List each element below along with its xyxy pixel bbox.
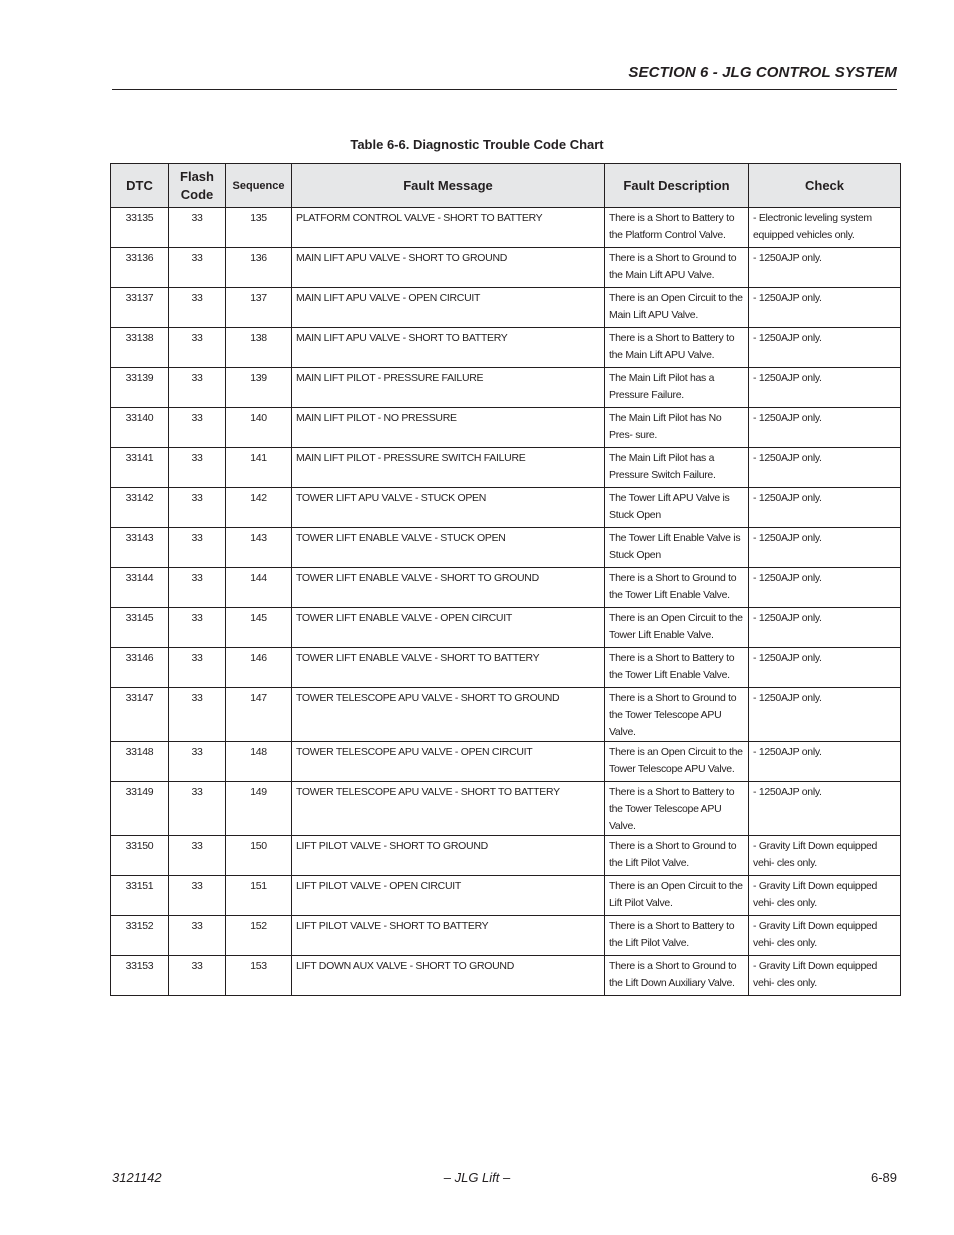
col-header-sequence: Sequence [226, 164, 292, 208]
table-row [111, 782, 901, 836]
cell-check: - 1250AJP only. [749, 648, 901, 688]
section-header: SECTION 6 - JLG CONTROL SYSTEM [628, 64, 897, 81]
table-row [111, 742, 901, 782]
cell-sequence: 149 [226, 782, 292, 836]
cell-fault-message: TOWER LIFT ENABLE VALVE - SHORT TO BATTERY [292, 648, 605, 688]
cell-flash-code: 33 [169, 782, 226, 836]
cell-dtc: 33141 [111, 448, 169, 488]
cell-dtc: 33144 [111, 568, 169, 608]
cell-fault-description: There is an Open Circuit to the Tower Telescope APU Valve. [605, 742, 749, 782]
flash-label-line1: Flash [180, 168, 214, 184]
cell-fault-description: There is a Short to Battery to the Lift Pilot Valve. [605, 916, 749, 956]
footer-doc-number: 3121142 [112, 1170, 162, 1185]
cell-check: - 1250AJP only. [749, 288, 901, 328]
cell-check: - 1250AJP only. [749, 488, 901, 528]
cell-fault-message: LIFT PILOT VALVE - OPEN CIRCUIT [292, 876, 605, 916]
table-row [111, 488, 901, 528]
cell-fault-description: There is a Short to Ground to the Lift Down Auxiliary Valve. [605, 956, 749, 996]
cell-check: - 1250AJP only. [749, 528, 901, 568]
cell-dtc: 33136 [111, 248, 169, 288]
cell-fault-description: The Main Lift Pilot has a Pressure Failure. [605, 368, 749, 408]
cell-sequence: 150 [226, 836, 292, 876]
cell-fault-description: There is a Short to Ground to the Lift Pilot Valve. [605, 836, 749, 876]
cell-dtc: 33142 [111, 488, 169, 528]
cell-check: - 1250AJP only. [749, 408, 901, 448]
cell-fault-description: There is an Open Circuit to the Tower Lift Enable Valve. [605, 608, 749, 648]
table-row [111, 408, 901, 448]
cell-check: - 1250AJP only. [749, 608, 901, 648]
cell-fault-message: MAIN LIFT APU VALVE - SHORT TO BATTERY [292, 328, 605, 368]
cell-flash-code: 33 [169, 288, 226, 328]
cell-sequence: 138 [226, 328, 292, 368]
cell-flash-code: 33 [169, 688, 226, 742]
cell-flash-code: 33 [169, 208, 226, 248]
cell-dtc: 33150 [111, 836, 169, 876]
cell-dtc: 33151 [111, 876, 169, 916]
cell-flash-code: 33 [169, 916, 226, 956]
cell-fault-description: There is a Short to Ground to the Tower Lift Enable Valve. [605, 568, 749, 608]
cell-dtc: 33137 [111, 288, 169, 328]
cell-sequence: 142 [226, 488, 292, 528]
cell-fault-message: TOWER LIFT ENABLE VALVE - STUCK OPEN [292, 528, 605, 568]
cell-fault-description: There is a Short to Battery to the Tower Lift Enable Valve. [605, 648, 749, 688]
cell-fault-description: The Main Lift Pilot has No Pres- sure. [605, 408, 749, 448]
cell-dtc: 33143 [111, 528, 169, 568]
table-row [111, 288, 901, 328]
table-row [111, 608, 901, 648]
cell-fault-description: There is an Open Circuit to the Main Lift APU Valve. [605, 288, 749, 328]
cell-fault-message: TOWER TELESCOPE APU VALVE - OPEN CIRCUIT [292, 742, 605, 782]
cell-flash-code: 33 [169, 568, 226, 608]
cell-fault-description: The Tower Lift APU Valve is Stuck Open [605, 488, 749, 528]
cell-sequence: 152 [226, 916, 292, 956]
cell-dtc: 33138 [111, 328, 169, 368]
cell-flash-code: 33 [169, 368, 226, 408]
cell-fault-message: MAIN LIFT PILOT - PRESSURE SWITCH FAILURE [292, 448, 605, 488]
flash-label-line2: Code [180, 186, 214, 202]
cell-dtc: 33149 [111, 782, 169, 836]
cell-flash-code: 33 [169, 648, 226, 688]
cell-flash-code: 33 [169, 488, 226, 528]
cell-check: - 1250AJP only. [749, 248, 901, 288]
cell-fault-message: MAIN LIFT APU VALVE - SHORT TO GROUND [292, 248, 605, 288]
cell-flash-code: 33 [169, 956, 226, 996]
table-row [111, 648, 901, 688]
cell-sequence: 151 [226, 876, 292, 916]
cell-sequence: 136 [226, 248, 292, 288]
col-header-check: Check [749, 164, 901, 208]
cell-sequence: 139 [226, 368, 292, 408]
col-header-flash-code [169, 164, 226, 208]
cell-sequence: 140 [226, 408, 292, 448]
table-row [111, 248, 901, 288]
cell-flash-code: 33 [169, 328, 226, 368]
cell-fault-message: LIFT DOWN AUX VALVE - SHORT TO GROUND [292, 956, 605, 996]
cell-sequence: 145 [226, 608, 292, 648]
cell-dtc: 33139 [111, 368, 169, 408]
table-header-row [111, 164, 901, 208]
table-row [111, 956, 901, 996]
cell-dtc: 33135 [111, 208, 169, 248]
cell-fault-description: The Main Lift Pilot has a Pressure Switch Failure. [605, 448, 749, 488]
footer-publisher: – JLG Lift – [443, 1170, 511, 1185]
cell-flash-code: 33 [169, 742, 226, 782]
cell-flash-code: 33 [169, 248, 226, 288]
cell-fault-message: LIFT PILOT VALVE - SHORT TO BATTERY [292, 916, 605, 956]
cell-sequence: 146 [226, 648, 292, 688]
cell-fault-description: There is a Short to Battery to the Tower Telescope APU Valve. [605, 782, 749, 836]
col-header-fault-message: Fault Message [292, 164, 605, 208]
cell-fault-message: PLATFORM CONTROL VALVE - SHORT TO BATTERY [292, 208, 605, 248]
cell-fault-message: MAIN LIFT APU VALVE - OPEN CIRCUIT [292, 288, 605, 328]
cell-fault-message: TOWER LIFT ENABLE VALVE - SHORT TO GROUND [292, 568, 605, 608]
table-row [111, 876, 901, 916]
cell-sequence: 141 [226, 448, 292, 488]
cell-dtc: 33147 [111, 688, 169, 742]
cell-fault-description: The Tower Lift Enable Valve is Stuck Open [605, 528, 749, 568]
table-row [111, 328, 901, 368]
table-row [111, 448, 901, 488]
cell-dtc: 33152 [111, 916, 169, 956]
cell-dtc: 33146 [111, 648, 169, 688]
cell-fault-description: There is an Open Circuit to the Lift Pilot Valve. [605, 876, 749, 916]
table-row [111, 568, 901, 608]
cell-check: - 1250AJP only. [749, 568, 901, 608]
table-title: Table 6-6. Diagnostic Trouble Code Chart [350, 137, 604, 152]
table-row [111, 688, 901, 742]
cell-check: - Gravity Lift Down equipped vehi- cles only. [749, 836, 901, 876]
cell-check: - Gravity Lift Down equipped vehi- cles only. [749, 956, 901, 996]
cell-flash-code: 33 [169, 836, 226, 876]
cell-check: - 1250AJP only. [749, 782, 901, 836]
cell-flash-code: 33 [169, 448, 226, 488]
table-row [111, 528, 901, 568]
cell-sequence: 148 [226, 742, 292, 782]
cell-fault-message: TOWER LIFT ENABLE VALVE - OPEN CIRCUIT [292, 608, 605, 648]
cell-sequence: 153 [226, 956, 292, 996]
cell-fault-message: LIFT PILOT VALVE - SHORT TO GROUND [292, 836, 605, 876]
cell-sequence: 144 [226, 568, 292, 608]
cell-flash-code: 33 [169, 608, 226, 648]
cell-dtc: 33148 [111, 742, 169, 782]
cell-fault-message: TOWER TELESCOPE APU VALVE - SHORT TO BATTERY [292, 782, 605, 836]
cell-check: - Electronic leveling system equipped vehicles only. [749, 208, 901, 248]
cell-fault-description: There is a Short to Ground to the Main Lift APU Valve. [605, 248, 749, 288]
table-row [111, 836, 901, 876]
cell-check: - Gravity Lift Down equipped vehi- cles only. [749, 916, 901, 956]
cell-sequence: 147 [226, 688, 292, 742]
cell-dtc: 33145 [111, 608, 169, 648]
cell-flash-code: 33 [169, 528, 226, 568]
cell-check: - Gravity Lift Down equipped vehi- cles only. [749, 876, 901, 916]
cell-fault-message: MAIN LIFT PILOT - PRESSURE FAILURE [292, 368, 605, 408]
cell-check: - 1250AJP only. [749, 328, 901, 368]
cell-fault-description: There is a Short to Battery to the Platform Control Valve. [605, 208, 749, 248]
cell-check: - 1250AJP only. [749, 742, 901, 782]
table-row [111, 208, 901, 248]
cell-fault-message: TOWER LIFT APU VALVE - STUCK OPEN [292, 488, 605, 528]
dtc-table [110, 163, 901, 996]
cell-fault-description: There is a Short to Ground to the Tower Telescope APU Valve. [605, 688, 749, 742]
cell-dtc: 33153 [111, 956, 169, 996]
cell-fault-message: MAIN LIFT PILOT - NO PRESSURE [292, 408, 605, 448]
table-row [111, 916, 901, 956]
cell-dtc: 33140 [111, 408, 169, 448]
cell-check: - 1250AJP only. [749, 368, 901, 408]
table-row [111, 368, 901, 408]
header-rule [112, 89, 897, 90]
cell-check: - 1250AJP only. [749, 688, 901, 742]
col-header-fault-description: Fault Description [605, 164, 749, 208]
cell-sequence: 137 [226, 288, 292, 328]
col-header-dtc: DTC [111, 164, 169, 208]
cell-fault-description: There is a Short to Battery to the Main Lift APU Valve. [605, 328, 749, 368]
cell-sequence: 143 [226, 528, 292, 568]
cell-check: - 1250AJP only. [749, 448, 901, 488]
cell-fault-message: TOWER TELESCOPE APU VALVE - SHORT TO GROUND [292, 688, 605, 742]
footer-page-number: 6-89 [870, 1170, 897, 1185]
cell-flash-code: 33 [169, 408, 226, 448]
cell-flash-code: 33 [169, 876, 226, 916]
cell-sequence: 135 [226, 208, 292, 248]
